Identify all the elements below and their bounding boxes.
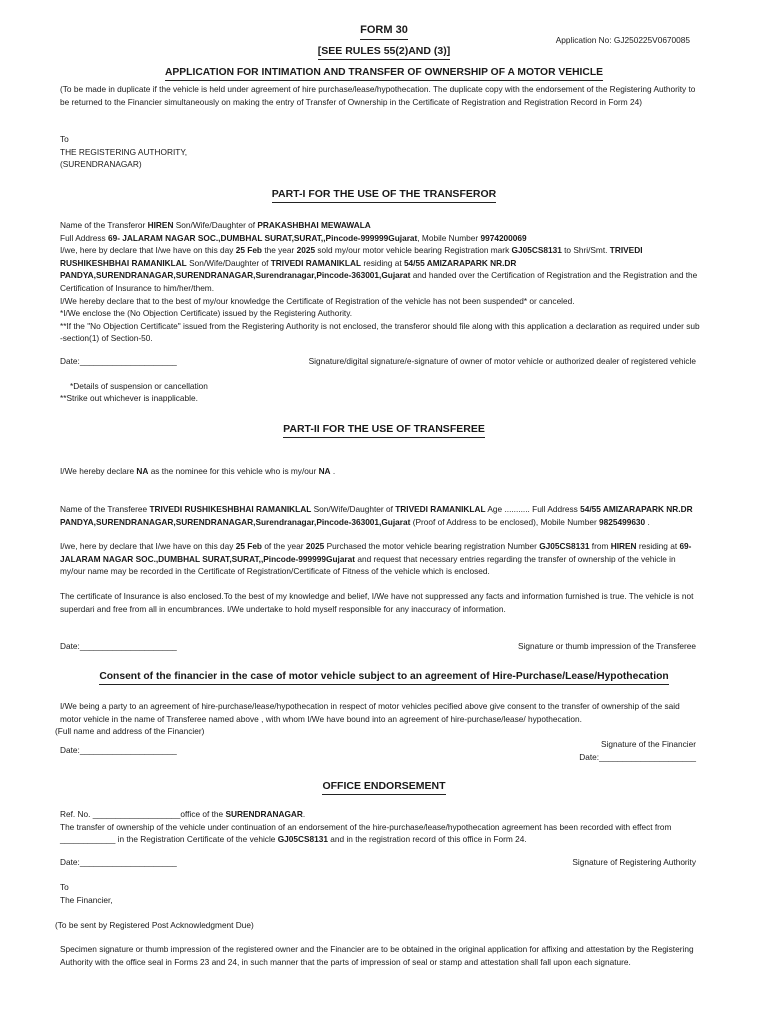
the-financier: The Financier, [60, 894, 113, 905]
rules-wrap [0, 41, 768, 59]
transferor-mobile: 9974200069 [480, 232, 527, 243]
intro-note: (To be made in duplicate if the vehicle is held under agreement of hire purchase/lease/hypothecation. The duplicate copy with the endorsement of the Registering Authority to be returned to the Financier simultaneously on making the entry of Transfer of Ownership in the Certificate of Registration and Registration Record in Form 24) [60, 84, 696, 107]
strike-note: **Strike out whichever is inapplicable. [60, 393, 198, 403]
office-body [60, 808, 700, 846]
office-reg-no: GJ05CS8131 [277, 834, 328, 845]
main-heading: APPLICATION FOR INTIMATION AND TRANSFER OF OWNERSHIP OF A MOTOR VEHICLE [165, 67, 603, 81]
nominee: NA [136, 466, 149, 476]
transferee-details: Name of the Transferee TRIVEDI RUSHIKESHBHAI RAMANIKLAL Son/Wife/Daughter of TRIVEDI RAMANIKLAL Age ........... Full Address 54/55 AMIZARAPARK NR.DR PANDYA,SURENDRANAGAR,SURENDRANAGAR,Surendranagar,Pincode-363001,Gujarat (Proof of Address to be enclosed), Mobile Number 9825499630 . [60, 504, 693, 527]
office-heading: OFFICE ENDORSEMENT [322, 780, 445, 795]
nominee-line: I/We hereby declare NA as the nominee for this vehicle who is my/our NA . [60, 466, 336, 476]
office-to [60, 881, 113, 906]
financier-signature: Signature of the Financier [600, 739, 696, 749]
part2-date: Date:_____________________ [60, 641, 177, 651]
to-label-office: To [60, 882, 69, 892]
main-heading-wrap [0, 62, 768, 80]
transferee-father: TRIVEDI RAMANIKLAL [395, 504, 486, 514]
post-instruction: (To be sent by Registered Post Acknowledgment Due) [55, 920, 254, 930]
ref-line: Ref. No. ___________________office of the SURENDRANAGAR. [60, 809, 306, 819]
part1-body [60, 219, 700, 345]
part1-heading-wrap [0, 184, 768, 202]
office-name: SURENDRANAGAR [225, 809, 303, 819]
transferor-name-line: Name of the Transferor HIREN Son/Wife/Daughter of PRAKASHBHAI MEWAWALA [60, 220, 371, 230]
office-heading-wrap [0, 776, 768, 794]
nominee-relation: NA [318, 466, 331, 476]
transferor-address-line: Full Address 69- JALARAM NAGAR SOC.,DUMBHAL SURAT,SURAT,,Pincode-999999Gujarat, Mobile Number 9974200069 [60, 232, 527, 243]
office-date: Date:_____________________ [60, 857, 177, 867]
sale-declaration: I/we, here by declare that I/we have on this day 25 Feb the year 2025 sold my/our motor vehicle bearing Registration mark GJ05CS8131 to Shri/Smt. TRIVEDI RUSHIKESHBHAI RAMANIKLAL Son/Wife/Daughter of TRIVEDI RAMANIKLAL residing at 54/55 AMIZARAPARK NR.DR PANDYA,SURENDRANAGAR,SURENDRANAGAR,Surendranagar,Pincode-363001,Gujarat and handed over the Certification of Registration and the Registration and the Certification of Insurance to him/her/them. [60, 245, 698, 293]
part2-signature: Signature or thumb impression of the Transferee [517, 641, 696, 651]
endorsement-text: The transfer of ownership of the vehicle under continuation of an endorsement of the hire-purchase/lease/hypothecation agreement has been recorded with effect from ____________ in the Registration Certificate of the vehicle GJ05CS8131 and in the registration record of this office in Form 24. [60, 821, 672, 845]
rules-reference: [SEE RULES 55(2)AND (3)] [318, 45, 450, 60]
to-block [60, 133, 187, 171]
financier-date: Date:_____________________ [60, 745, 177, 755]
noc-not-enclosed: **If the "No Objection Certificate" issued from the Registering Authority is not enclosed, the transferor should file along with this application a declaration as required under sub -section(1) of Section-50. [60, 320, 700, 344]
authority-name: THE REGISTERING AUTHORITY, [60, 146, 188, 157]
suspension-declaration: I/We hereby declare that to the best of my/our knowledge the Certificate of Registration of the vehicle has not been suspended* or canceled. [60, 295, 575, 306]
transferee-mobile: 9825499630 [599, 516, 646, 527]
purchase-declaration: I/we, here by declare that I/we have on this day 25 Feb of the year 2025 Purchased the motor vehicle bearing registration Number GJ05CS8131 from HIREN residing at 69- JALARAM NAGAR SOC.,DUMBHAL SURAT,SURAT,,Pincode-999999Gujarat and request that necessary entries regarding the transfer of ownership of the vehicle in my/our name may be recorded in the Certificate of Registration/Certificate of Fitness of the vehicle which is enclosed. [60, 541, 692, 577]
insurance-statement: The certificate of Insurance is also enclosed.To the best of my knowledge and belief, I/We have not suppressed any facts and information furnished is true. The vehicle is not superdari and free from all in encumbrances. I/We undertake to hold myself responsible for any inaccuracy of information. [60, 591, 694, 614]
financier-date-right: Date:_____________________ [579, 752, 696, 762]
part1-heading: PART-I FOR THE USE OF THE TRANSFEROR [272, 188, 496, 203]
part1-date: Date:_____________________ [60, 356, 177, 366]
transferor-address: 69- JALARAM NAGAR SOC.,DUMBHAL SURAT,SURAT,,Pincode-999999Gujarat [107, 232, 418, 243]
form-title: FORM 30 [360, 24, 408, 40]
authority-location: (SURENDRANAGAR) [60, 159, 142, 170]
suspension-note: *Details of suspension or cancellation [70, 381, 208, 391]
noc-enclosed: *I/We enclose the (No Objection Certificate) issued by the Registering Authority. [60, 308, 353, 319]
financier-heading: Consent of the financier in the case of motor vehicle subject to an agreement of Hire-Purchase/Lease/Hypothecation [99, 671, 668, 685]
office-signature: Signature of Registering Authority [572, 857, 696, 867]
transferee-address: 54/55 AMIZARAPARK NR.DR PANDYA,SURENDRANAGAR,SURENDRANAGAR,Surendranagar,Pincode-363001,Gujarat [60, 504, 693, 527]
to-label: To [60, 134, 69, 144]
transferor-name: HIREN [147, 220, 174, 230]
transferee-name: TRIVEDI RUSHIKESHBHAI RAMANIKLAL [149, 504, 312, 514]
part2-heading: PART-II FOR THE USE OF TRANSFEREE [283, 423, 485, 438]
transferor-father: PRAKASHBHAI MEWAWALA [257, 220, 371, 230]
application-number: Application No: GJ250225V0670085 [555, 35, 690, 45]
financier-name-label: (Full name and address of the Financier) [55, 726, 205, 736]
specimen-instruction: Specimen signature or thumb impression of the registered owner and the Financier are to be obtained in the original application for affixing and attestation by the Registering Authority with the office seal in Forms 23 and 24, in such manner that the parts of impression of seal or stamp and attestation shall fall upon each signature. [60, 944, 694, 967]
part1-signature: Signature/digital signature/e-signature of owner of motor vehicle or authorized dealer of registered vehicle [308, 356, 696, 366]
financier-consent: I/We being a party to an agreement of hire-purchase/lease/hypothecation in respect of motor vehicles pecified above give consent to the transfer of ownership of the said motor vehicle in the name of Transferee named above , with whom I/We have bound into an agreement of hire-purchase/lease/ hypothecation. [60, 701, 680, 724]
financier-heading-wrap [0, 666, 768, 684]
part2-heading-wrap [0, 419, 768, 437]
